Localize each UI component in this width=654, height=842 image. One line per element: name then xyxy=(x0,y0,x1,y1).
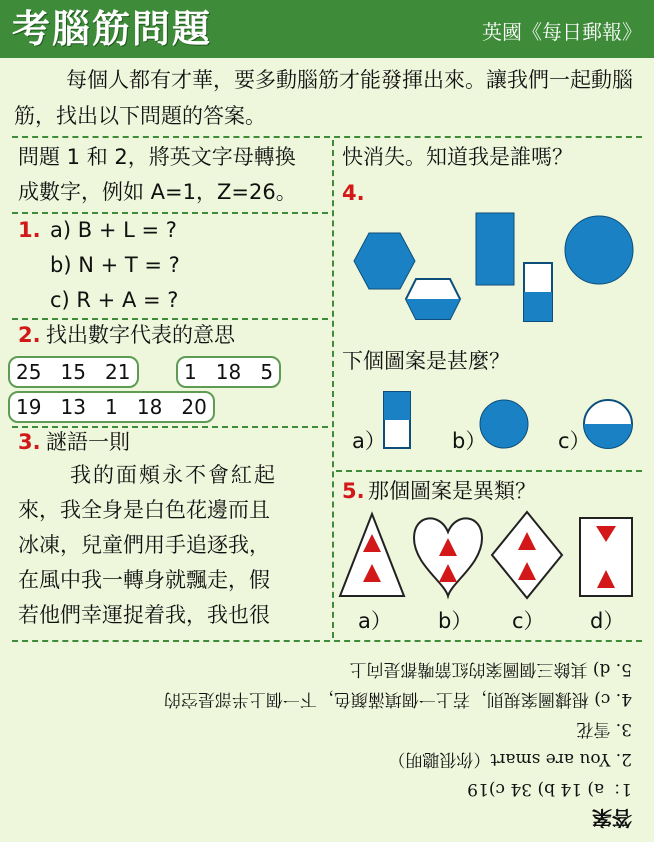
circle-shape xyxy=(565,216,633,284)
riddle-continuation: 快消失。知道我是誰嗎？ xyxy=(342,145,573,169)
number-group-1: 25 15 21 xyxy=(8,356,139,388)
hexagon-shape xyxy=(354,233,415,289)
answer-item: 1：a) 14 b) 34 c)19 xyxy=(467,779,632,799)
q5-number: 5. xyxy=(342,479,365,503)
half-filled-hexagon-shape xyxy=(406,279,460,319)
divider xyxy=(12,640,642,642)
q4-option-c-label: c） xyxy=(558,429,591,453)
q2-number: 2. xyxy=(18,323,41,347)
q1-number: 1. xyxy=(18,218,41,242)
option-a-shape xyxy=(384,392,410,448)
q4-option-a-label: a） xyxy=(352,429,386,453)
riddle-text xyxy=(18,458,318,633)
header-bar xyxy=(0,0,654,58)
q1-option-a: a) B + L = ? xyxy=(50,218,177,242)
divider xyxy=(12,136,642,138)
divider xyxy=(336,470,642,472)
q5-option-b-label: b） xyxy=(438,609,473,633)
q3-number: 3. xyxy=(18,430,41,454)
answer-item: 3. 雪花 xyxy=(576,719,632,739)
q12-intro-line2: 成數字，例如 A=1，Z=26。 xyxy=(18,180,297,204)
q3-title: 謎語一則 xyxy=(46,430,130,454)
answer-item: 4. c) 根據圖案規則，若上一個填滿顏色，下一個上半部是空的 xyxy=(163,689,632,709)
q5-option-a-label: a） xyxy=(358,609,392,633)
tall-rectangle-shape xyxy=(476,213,514,285)
riddle-line: 冰凍，兒童們用手追逐我， xyxy=(18,533,270,557)
half-filled-rectangle-shape xyxy=(524,263,552,321)
option-c-diamond-frame xyxy=(492,512,562,598)
riddle-line: 在風中我一轉身就飄走，假 xyxy=(18,568,270,592)
q4-question: 下個圖案是甚麼？ xyxy=(342,349,510,373)
q2-title: 找出數字代表的意思 xyxy=(46,323,235,347)
q4-number: 4. xyxy=(342,181,365,205)
option-b-heart-frame xyxy=(414,518,482,596)
riddle-line: 若他們幸運捉着我，我也很 xyxy=(18,603,270,627)
q4-option-b-label: b） xyxy=(452,429,487,453)
q4-sequence-shapes xyxy=(336,205,646,325)
intro-text: 每個人都有才華，要多動腦筋才能發揮出來。讓我們一起動腦筋，找出以下問題的答案。 xyxy=(14,68,633,128)
option-c-shape xyxy=(584,400,632,448)
number-group-2: 1 18 5 xyxy=(176,356,281,388)
q5-question: 那個圖案是異類？ xyxy=(368,479,536,503)
riddle-line: 來，我全身是白色花邊而且 xyxy=(18,498,270,522)
answers-title: 答案 xyxy=(592,806,632,830)
answer-item: 5. d) 其餘三個圖案的紅箭嘴都是向上 xyxy=(349,659,632,679)
answers-upside-down xyxy=(0,648,654,842)
q1-option-b: b) N + T = ? xyxy=(50,253,180,277)
q1-option-c: c) R + A = ? xyxy=(50,288,179,312)
page-title: 考腦筋問題 xyxy=(12,7,213,51)
q5-option-shapes xyxy=(336,508,646,604)
option-d-rectangle-frame xyxy=(580,518,632,596)
source-label: 英國《每日郵報》 xyxy=(482,20,642,44)
answers-section xyxy=(0,648,654,842)
option-a-triangle-frame xyxy=(340,514,404,596)
option-b-shape xyxy=(480,400,528,448)
answer-item: 2. You are smart（你很聰明） xyxy=(388,749,632,769)
q5-option-d-label: d） xyxy=(590,609,625,633)
riddle-line: 我的面頰永不會紅起 xyxy=(70,463,277,487)
q12-intro-line1: 問題 1 和 2，將英文字母轉換 xyxy=(18,145,296,169)
q5-option-c-label: c） xyxy=(512,609,545,633)
column-divider xyxy=(332,140,334,638)
intro-paragraph xyxy=(14,62,640,134)
number-group-3: 19 13 1 18 20 xyxy=(8,391,215,423)
